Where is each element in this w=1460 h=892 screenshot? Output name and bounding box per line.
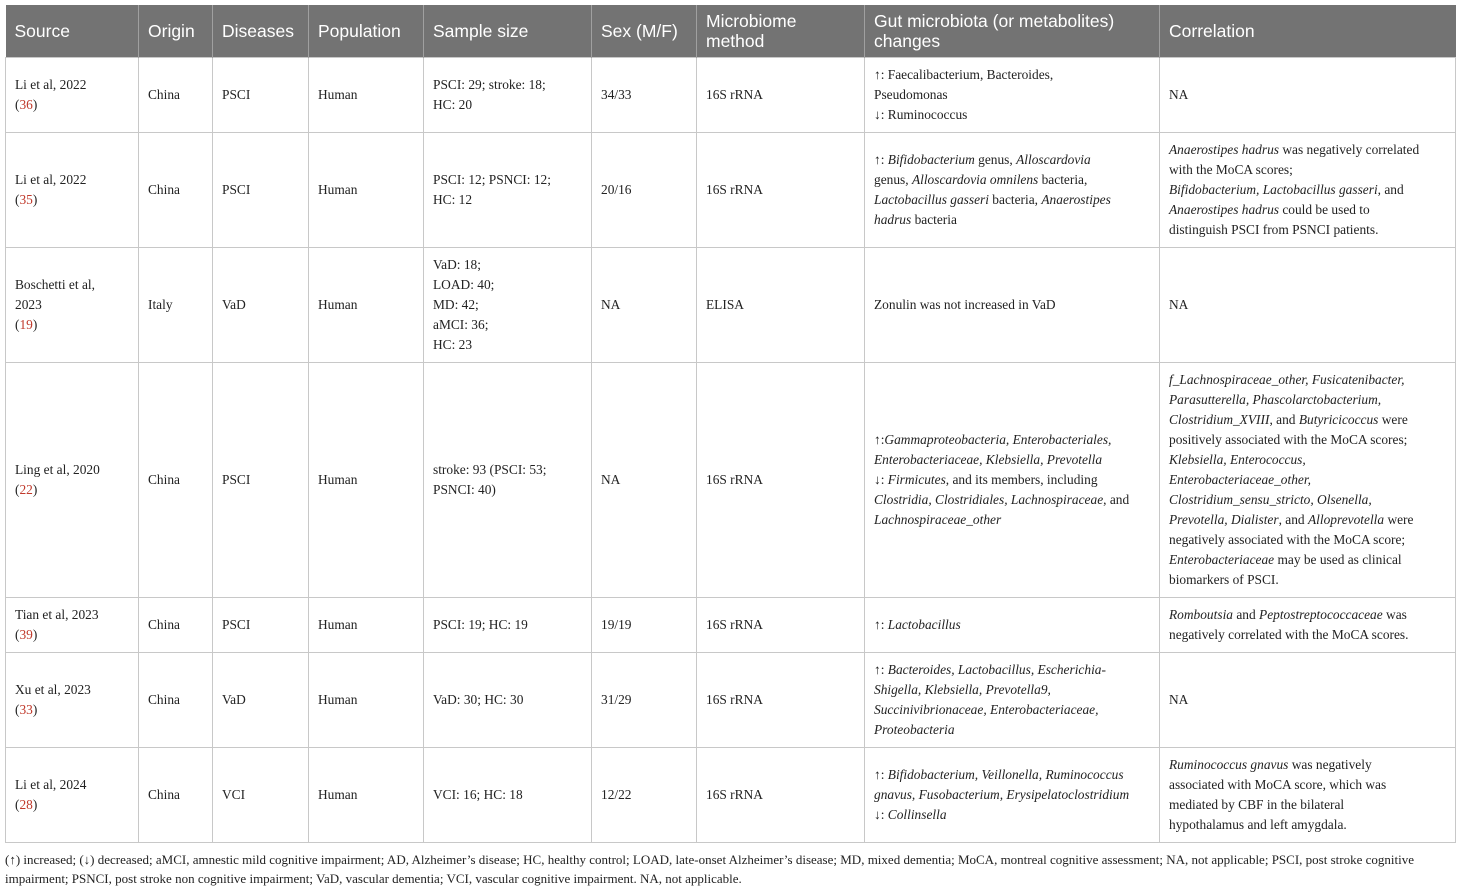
cell-population: Human xyxy=(309,248,424,363)
cell-text: NA xyxy=(1169,692,1189,707)
cell-line: HC: 12 xyxy=(433,192,473,207)
cell-text: bacteria, xyxy=(1038,172,1088,187)
cell-text: could be used to xyxy=(1278,202,1370,217)
reference-line: (22) xyxy=(15,482,38,497)
taxon-name: Collinsella xyxy=(887,807,947,822)
cell-method: 16S rRNA xyxy=(697,748,865,843)
cell-sample-size xyxy=(424,133,592,248)
taxon-name: Bifidobacterium xyxy=(887,152,975,167)
taxon-name: Bifidobacterium, Lactobacillus gasseri xyxy=(1169,182,1378,197)
taxon-name: Enterobacteriaceae_other, xyxy=(1169,472,1311,487)
cell-sex: 20/16 xyxy=(592,133,697,248)
cell-line: VCI: 16; HC: 18 xyxy=(433,787,523,802)
cell-text: Faecalibacterium, Bacteroides, xyxy=(887,67,1054,82)
cell-line xyxy=(1169,470,1446,490)
cell-line xyxy=(874,450,1150,470)
header-changes: Gut microbiota (or metabolites) changes xyxy=(865,5,1160,58)
cell-correlation xyxy=(1160,363,1456,598)
taxon-name: Lactobacillus xyxy=(887,617,961,632)
header-sample-size: Sample size xyxy=(424,5,592,58)
table-row xyxy=(6,248,1456,363)
taxon-name: Clostridium_XVIII xyxy=(1169,412,1270,427)
cell-line xyxy=(1169,160,1446,180)
cell-line xyxy=(874,765,1150,785)
cell-correlation xyxy=(1160,598,1456,653)
cell-disease: VaD xyxy=(213,248,309,363)
cell-source xyxy=(6,748,139,843)
cell-disease: VaD xyxy=(213,653,309,748)
taxon-name: Anaerostipes hadrus xyxy=(1169,142,1279,157)
source-citation: Boschetti et al, xyxy=(15,277,95,292)
cell-line xyxy=(1169,815,1446,835)
cell-line xyxy=(874,660,1150,680)
taxon-name: Succinivibrionaceae, Enterobacteriaceae, xyxy=(874,702,1099,717)
cell-sex: NA xyxy=(592,363,697,598)
cell-line xyxy=(1169,530,1446,550)
taxon-name: Romboutsia xyxy=(1169,607,1233,622)
cell-source xyxy=(6,248,139,363)
cell-text: were xyxy=(1378,412,1408,427)
cell-line: VaD: 18; xyxy=(433,257,481,272)
cell-line xyxy=(874,785,1150,805)
taxon-name: gnavus, Fusobacterium, Erysipelatoclostridium xyxy=(874,787,1130,802)
table-footnote: (↑) increased; (↓) decreased; aMCI, amnestic mild cognitive impairment; AD, Alzheimer’s disease; HC, healthy control; LOAD, late-onset Alzheimer’s disease; MD, mixed dementia; MoCA, montreal cognitive assessment; NA, not applicable; PSCI, post stroke cognitive impairment; PSNCI, post stroke non cognitive impairment; VaD, vascular dementia; VCI, vascular cognitive impairment. NA, not applicable. xyxy=(5,852,1414,886)
cell-line xyxy=(1169,410,1446,430)
cell-method: 16S rRNA xyxy=(697,653,865,748)
cell-text: , and xyxy=(1269,412,1299,427)
cell-line xyxy=(1169,220,1446,240)
reference-link[interactable]: 33 xyxy=(19,702,33,717)
cell-text: bacteria xyxy=(911,212,957,227)
cell-text: positively associated with the MoCA scores; xyxy=(1169,432,1408,447)
cell-line xyxy=(874,170,1150,190)
taxon-name: Proteobacteria xyxy=(874,722,955,737)
taxon-name: Gammaproteobacteria, Enterobacteriales, xyxy=(884,432,1112,447)
header-sex: Sex (M/F) xyxy=(592,5,697,58)
taxon-name: Klebsiella, Enterococcus, xyxy=(1169,452,1306,467)
taxon-name: Firmicutes xyxy=(887,472,946,487)
cell-disease: VCI xyxy=(213,748,309,843)
cell-origin: China xyxy=(139,363,213,598)
taxon-name: Alloprevotella xyxy=(1307,512,1385,527)
cell-line xyxy=(874,105,1150,125)
cell-text: , and its members, including xyxy=(945,472,1098,487)
taxon-name: Ruminococcus gnavus xyxy=(1169,757,1289,772)
cell-text: was xyxy=(1382,607,1407,622)
header-origin: Origin xyxy=(139,5,213,58)
cell-line xyxy=(874,190,1150,210)
cell-line xyxy=(1169,430,1446,450)
taxon-name: hadrus xyxy=(874,212,912,227)
cell-changes xyxy=(865,363,1160,598)
cell-method: 16S rRNA xyxy=(697,133,865,248)
taxon-name: Alloscardovia xyxy=(1016,152,1091,167)
taxon-name: Clostridia, Clostridiales, Lachnospiraceae xyxy=(874,492,1104,507)
cell-line xyxy=(1169,605,1446,625)
reference-line: (36) xyxy=(15,97,38,112)
cell-text: distinguish PSCI from PSNCI patients. xyxy=(1169,222,1379,237)
cell-changes xyxy=(865,748,1160,843)
reference-link[interactable]: 22 xyxy=(19,482,33,497)
cell-sex: 19/19 xyxy=(592,598,697,653)
cell-source xyxy=(6,598,139,653)
cell-source xyxy=(6,133,139,248)
cell-text: , and xyxy=(1278,512,1308,527)
cell-population: Human xyxy=(309,58,424,133)
taxon-name: Lactobacillus gasseri xyxy=(874,192,989,207)
cell-line xyxy=(874,65,1150,85)
source-citation: Ling et al, 2020 xyxy=(15,462,100,477)
cell-line xyxy=(874,85,1150,105)
cell-line: PSCI: 12; PSNCI: 12; xyxy=(433,172,551,187)
cell-text: , and xyxy=(1377,182,1404,197)
taxon-name: Butyricicoccus xyxy=(1298,412,1379,427)
taxon-name: Enterobacteriaceae xyxy=(1169,552,1275,567)
cell-sample-size xyxy=(424,58,592,133)
taxon-name: Bifidobacterium, Veillonella, Ruminococcus xyxy=(887,767,1124,782)
table-row xyxy=(6,653,1456,748)
taxon-name: Alloscardovia omnilens xyxy=(911,172,1039,187)
cell-origin: China xyxy=(139,133,213,248)
cell-text: ↑: xyxy=(874,152,888,167)
taxon-name: Peptostreptococcaceae xyxy=(1259,607,1383,622)
cell-text: and xyxy=(1232,607,1260,622)
cell-line xyxy=(874,720,1150,740)
cell-text: mediated by CBF in the bilateral xyxy=(1169,797,1345,812)
cell-changes xyxy=(865,598,1160,653)
cell-line xyxy=(1169,510,1446,530)
cell-population: Human xyxy=(309,653,424,748)
table-row xyxy=(6,58,1456,133)
cell-line: stroke: 93 (PSCI: 53; xyxy=(433,462,547,477)
cell-sample-size xyxy=(424,748,592,843)
cell-text: was negatively correlated xyxy=(1278,142,1420,157)
header-row xyxy=(6,5,1456,58)
cell-changes xyxy=(865,133,1160,248)
cell-text: bacteria, xyxy=(988,192,1042,207)
cell-sex: 12/22 xyxy=(592,748,697,843)
cell-sample-size xyxy=(424,248,592,363)
taxon-name: Prevotella, Dialister xyxy=(1169,512,1279,527)
header-diseases: Diseases xyxy=(213,5,309,58)
cell-text: genus, xyxy=(874,172,912,187)
cell-text: were xyxy=(1384,512,1414,527)
cell-method: 16S rRNA xyxy=(697,598,865,653)
header-population: Population xyxy=(309,5,424,58)
cell-correlation xyxy=(1160,748,1456,843)
cell-text: negatively correlated with the MoCA scores. xyxy=(1169,627,1409,642)
source-citation: Li et al, 2024 xyxy=(15,777,87,792)
cell-method: ELISA xyxy=(697,248,865,363)
cell-line xyxy=(1169,775,1446,795)
cell-line xyxy=(874,430,1150,450)
cell-correlation xyxy=(1160,248,1456,363)
taxon-name: Clostridium_sensu_stricto, Olsenella, xyxy=(1169,492,1372,507)
cell-line: VaD: 30; HC: 30 xyxy=(433,692,524,707)
cell-origin: Italy xyxy=(139,248,213,363)
cell-line xyxy=(1169,450,1446,470)
cell-line xyxy=(874,680,1150,700)
cell-line xyxy=(874,210,1150,230)
reference-link[interactable]: 39 xyxy=(19,627,33,642)
cell-method: 16S rRNA xyxy=(697,363,865,598)
reference-line: (19) xyxy=(15,317,38,332)
cell-line: HC: 23 xyxy=(433,337,473,352)
reference-link[interactable]: 19 xyxy=(19,317,33,332)
cell-line xyxy=(874,510,1150,530)
taxon-name: Bacteroides, Lactobacillus, Escherichia- xyxy=(887,662,1106,677)
cell-text: associated with MoCA score, which was xyxy=(1169,777,1387,792)
cell-text: Zonulin was not increased in VaD xyxy=(874,297,1056,312)
cell-line xyxy=(874,805,1150,825)
reference-link[interactable]: 36 xyxy=(19,97,33,112)
cell-line xyxy=(1169,390,1446,410)
taxon-name: f_Lachnospiraceae_other, Fusicatenibacter, xyxy=(1169,372,1405,387)
cell-disease: PSCI xyxy=(213,598,309,653)
cell-line xyxy=(1169,755,1446,775)
table-row xyxy=(6,363,1456,598)
cell-text: ↑: xyxy=(874,432,885,447)
cell-line xyxy=(1169,295,1446,315)
cell-line: PSCI: 29; stroke: 18; xyxy=(433,77,546,92)
reference-line: (35) xyxy=(15,192,38,207)
cell-source xyxy=(6,653,139,748)
header-source: Source xyxy=(6,5,139,58)
cell-line xyxy=(1169,140,1446,160)
cell-sample-size xyxy=(424,653,592,748)
source-citation: Li et al, 2022 xyxy=(15,77,87,92)
cell-line xyxy=(1169,180,1446,200)
reference-link[interactable]: 35 xyxy=(19,192,33,207)
cell-population: Human xyxy=(309,133,424,248)
table-container xyxy=(5,5,1455,843)
cell-line xyxy=(874,295,1150,315)
cell-text: with the MoCA scores; xyxy=(1169,162,1293,177)
cell-origin: China xyxy=(139,653,213,748)
table-row xyxy=(6,748,1456,843)
cell-line: LOAD: 40; xyxy=(433,277,495,292)
cell-line: HC: 20 xyxy=(433,97,473,112)
cell-origin: China xyxy=(139,598,213,653)
cell-text: Pseudomonas xyxy=(874,87,948,102)
taxon-name: Enterobacteriaceae, Klebsiella, Prevotella xyxy=(874,452,1103,467)
cell-changes xyxy=(865,653,1160,748)
cell-line xyxy=(874,150,1150,170)
cell-origin: China xyxy=(139,58,213,133)
cell-correlation xyxy=(1160,133,1456,248)
cell-text: Ruminococcus xyxy=(887,107,968,122)
cell-disease: PSCI xyxy=(213,363,309,598)
cell-line: MD: 42; xyxy=(433,297,479,312)
cell-text: NA xyxy=(1169,87,1189,102)
cell-line xyxy=(1169,200,1446,220)
cell-text: ↑: xyxy=(874,67,888,82)
cell-text: ↓: xyxy=(874,807,888,822)
cell-text: ↓: xyxy=(874,472,888,487)
cell-line xyxy=(1169,625,1446,645)
cell-correlation xyxy=(1160,58,1456,133)
cell-line: PSCI: 19; HC: 19 xyxy=(433,617,528,632)
cell-line xyxy=(874,700,1150,720)
cell-source xyxy=(6,363,139,598)
cell-text: ↑: xyxy=(874,767,888,782)
cell-text: was negatively xyxy=(1288,757,1372,772)
cell-source xyxy=(6,58,139,133)
header-correlation: Correlation xyxy=(1160,5,1456,58)
source-year: 2023 xyxy=(15,297,42,312)
cell-disease: PSCI xyxy=(213,58,309,133)
cell-text: genus, xyxy=(974,152,1017,167)
cell-method: 16S rRNA xyxy=(697,58,865,133)
cell-sex: 34/33 xyxy=(592,58,697,133)
source-citation: Xu et al, 2023 xyxy=(15,682,91,697)
reference-line: (28) xyxy=(15,797,38,812)
reference-line: (39) xyxy=(15,627,38,642)
cell-line: aMCI: 36; xyxy=(433,317,489,332)
cell-line xyxy=(1169,490,1446,510)
taxon-name: Lachnospiraceae_other xyxy=(874,512,1002,527)
cell-line xyxy=(874,470,1150,490)
cell-sample-size xyxy=(424,363,592,598)
cell-line: PSNCI: 40) xyxy=(433,482,496,497)
cell-line xyxy=(1169,85,1446,105)
cell-population: Human xyxy=(309,363,424,598)
taxon-name: Anaerostipes hadrus xyxy=(1169,202,1279,217)
cell-text: ↑: xyxy=(874,617,888,632)
cell-text: NA xyxy=(1169,297,1189,312)
taxon-name: Parasutterella, Phascolarctobacterium, xyxy=(1169,392,1382,407)
taxon-name: Anaerostipes xyxy=(1041,192,1111,207)
table-row xyxy=(6,598,1456,653)
reference-link[interactable]: 28 xyxy=(19,797,33,812)
cell-changes xyxy=(865,248,1160,363)
cell-line xyxy=(874,615,1150,635)
cell-disease: PSCI xyxy=(213,133,309,248)
cell-line xyxy=(1169,795,1446,815)
cell-text: , and xyxy=(1103,492,1130,507)
cell-text: hypothalamus and left amygdala. xyxy=(1169,817,1347,832)
cell-text: may be used as clinical xyxy=(1274,552,1402,567)
cell-population: Human xyxy=(309,598,424,653)
cell-sex: NA xyxy=(592,248,697,363)
cell-line xyxy=(1169,550,1446,570)
cell-sample-size xyxy=(424,598,592,653)
cell-text: biomarkers of PSCI. xyxy=(1169,572,1279,587)
cell-text: negatively associated with the MoCA score; xyxy=(1169,532,1406,547)
taxon-name: Shigella, Klebsiella, Prevotella9, xyxy=(874,682,1051,697)
cell-correlation xyxy=(1160,653,1456,748)
reference-line: (33) xyxy=(15,702,38,717)
source-citation: Li et al, 2022 xyxy=(15,172,87,187)
cell-text: ↓: xyxy=(874,107,888,122)
table-body xyxy=(6,58,1456,843)
cell-changes xyxy=(865,58,1160,133)
cell-line xyxy=(1169,570,1446,590)
cell-line xyxy=(1169,690,1446,710)
header-microbiome-method: Microbiome method xyxy=(697,5,865,58)
table-row xyxy=(6,133,1456,248)
cell-line xyxy=(1169,370,1446,390)
source-citation: Tian et al, 2023 xyxy=(15,607,99,622)
cell-line xyxy=(874,490,1150,510)
data-table xyxy=(5,5,1456,843)
cell-text: ↑: xyxy=(874,662,888,677)
cell-origin: China xyxy=(139,748,213,843)
cell-population: Human xyxy=(309,748,424,843)
cell-sex: 31/29 xyxy=(592,653,697,748)
